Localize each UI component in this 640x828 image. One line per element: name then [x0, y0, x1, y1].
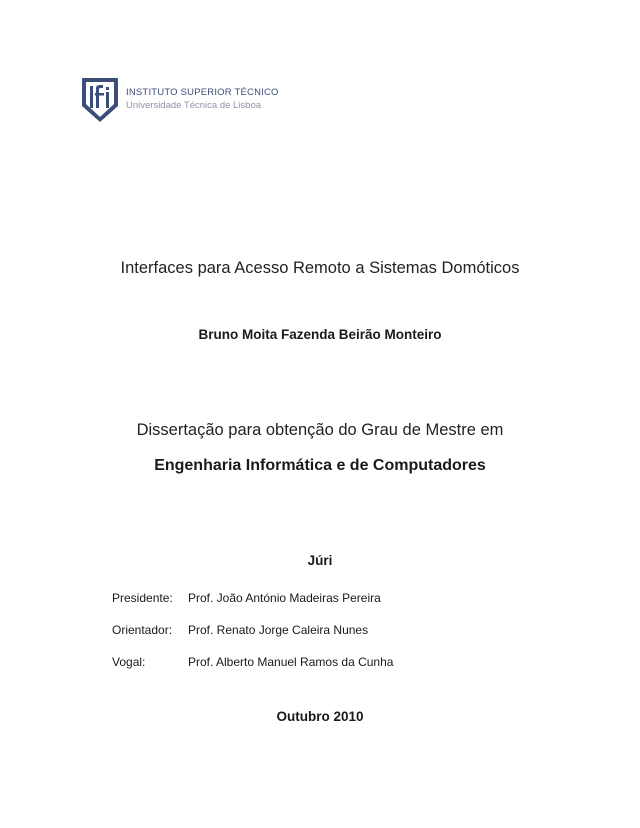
jury-role-orientador: Orientador: — [112, 623, 173, 637]
jury-member-vogal: Prof. Alberto Manuel Ramos da Cunha — [188, 655, 394, 669]
ist-logo — [80, 76, 280, 126]
submission-date: Outubro 2010 — [276, 709, 364, 724]
degree-course: Engenharia Informática e de Computadores — [154, 457, 486, 474]
ist-shield-icon — [80, 76, 120, 124]
jury-heading: Júri — [307, 553, 333, 568]
jury-role-vogal: Vogal: — [112, 655, 146, 669]
institution-name: INSTITUTO SUPERIOR TÉCNICO — [126, 87, 279, 98]
jury-member-presidente: Prof. João António Madeiras Pereira — [188, 591, 381, 605]
degree-purpose: Dissertação para obtenção do Grau de Mestre em — [136, 421, 504, 439]
jury-member-orientador: Prof. Renato Jorge Caleira Nunes — [188, 623, 369, 637]
author-name: Bruno Moita Fazenda Beirão Monteiro — [198, 327, 442, 342]
jury-role-presidente: Presidente: — [112, 591, 173, 605]
dissertation-title: Interfaces para Acesso Remoto a Sistemas Domóticos — [120, 259, 520, 277]
university-name: Universidade Técnica de Lisboa — [126, 100, 262, 111]
